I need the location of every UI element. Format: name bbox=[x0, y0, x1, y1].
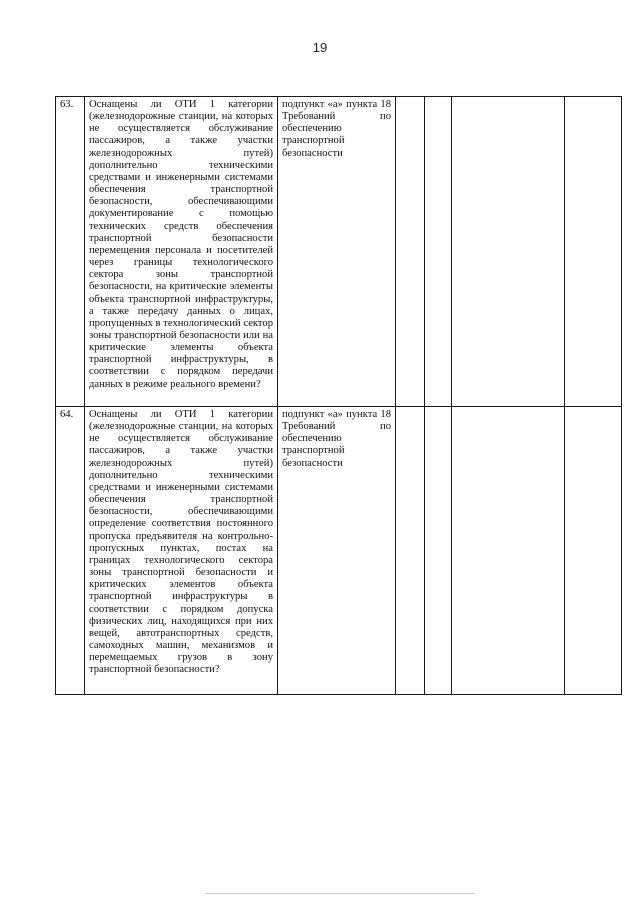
legal-reference-cell: подпункт «а» пункта 18 Требований по обеспечению транспортной безопасности bbox=[278, 97, 396, 407]
answer-yes-cell bbox=[396, 97, 425, 407]
page-number: 19 bbox=[312, 40, 328, 55]
scan-edge-line bbox=[205, 893, 475, 894]
not-applicable-cell bbox=[452, 97, 565, 407]
table-row bbox=[56, 97, 622, 407]
answer-no-cell bbox=[425, 407, 452, 695]
legal-reference-cell: подпункт «а» пункта 18 Требований по обеспечению транспортной безопасности bbox=[278, 407, 396, 695]
answer-no-cell bbox=[425, 97, 452, 407]
not-applicable-cell bbox=[452, 407, 565, 695]
item-number-cell: 64. bbox=[56, 407, 85, 695]
question-cell: Оснащены ли ОТИ 1 категории (железнодорожные станции, на которых не осуществляется обслуживание пассажиров, а также участки железнодорожных путей) дополнительно техническими средствами и инженерными системами обеспечения транспортной безопасности, обеспечивающими определение соответствия постоянного пропуска предъявителя на контрольно-пропускных пунктах, постах на границах технологического сектора зоны транспортной безопасности и критических элементов объекта транспортной инфраструктуры в соответствии с порядком допуска физических лиц, находящихся при них вещей, автотранспортных средств, самоходных машин, механизмов и перемещаемых грузов в зону транспортной безопасности? bbox=[85, 407, 278, 695]
answer-yes-cell bbox=[396, 407, 425, 695]
question-cell: Оснащены ли ОТИ 1 категории (железнодорожные станции, на которых не осуществляется обслуживание пассажиров, а также участки железнодорожных путей) дополнительно техническими средствами и инженерными системами обеспечения транспортной безопасности, обеспечивающими документирование с помощью технических средств обеспечения транспортной безопасности перемещения персонала и посетителей через границы технологического сектора зоны транспортной безопасности, на критические элементы объекта транспортной инфраструктуры, а также передачу данных о лицах, пропущенных в технологический сектор зоны транспортной безопасности или на критические элементы объекта транспортной инфраструктуры, в соответствии с порядком передачи данных в режиме реального времени? bbox=[85, 97, 278, 407]
table-row bbox=[56, 407, 622, 695]
notes-cell bbox=[565, 97, 622, 407]
checklist-table bbox=[55, 96, 622, 695]
item-number-cell: 63. bbox=[56, 97, 85, 407]
notes-cell bbox=[565, 407, 622, 695]
